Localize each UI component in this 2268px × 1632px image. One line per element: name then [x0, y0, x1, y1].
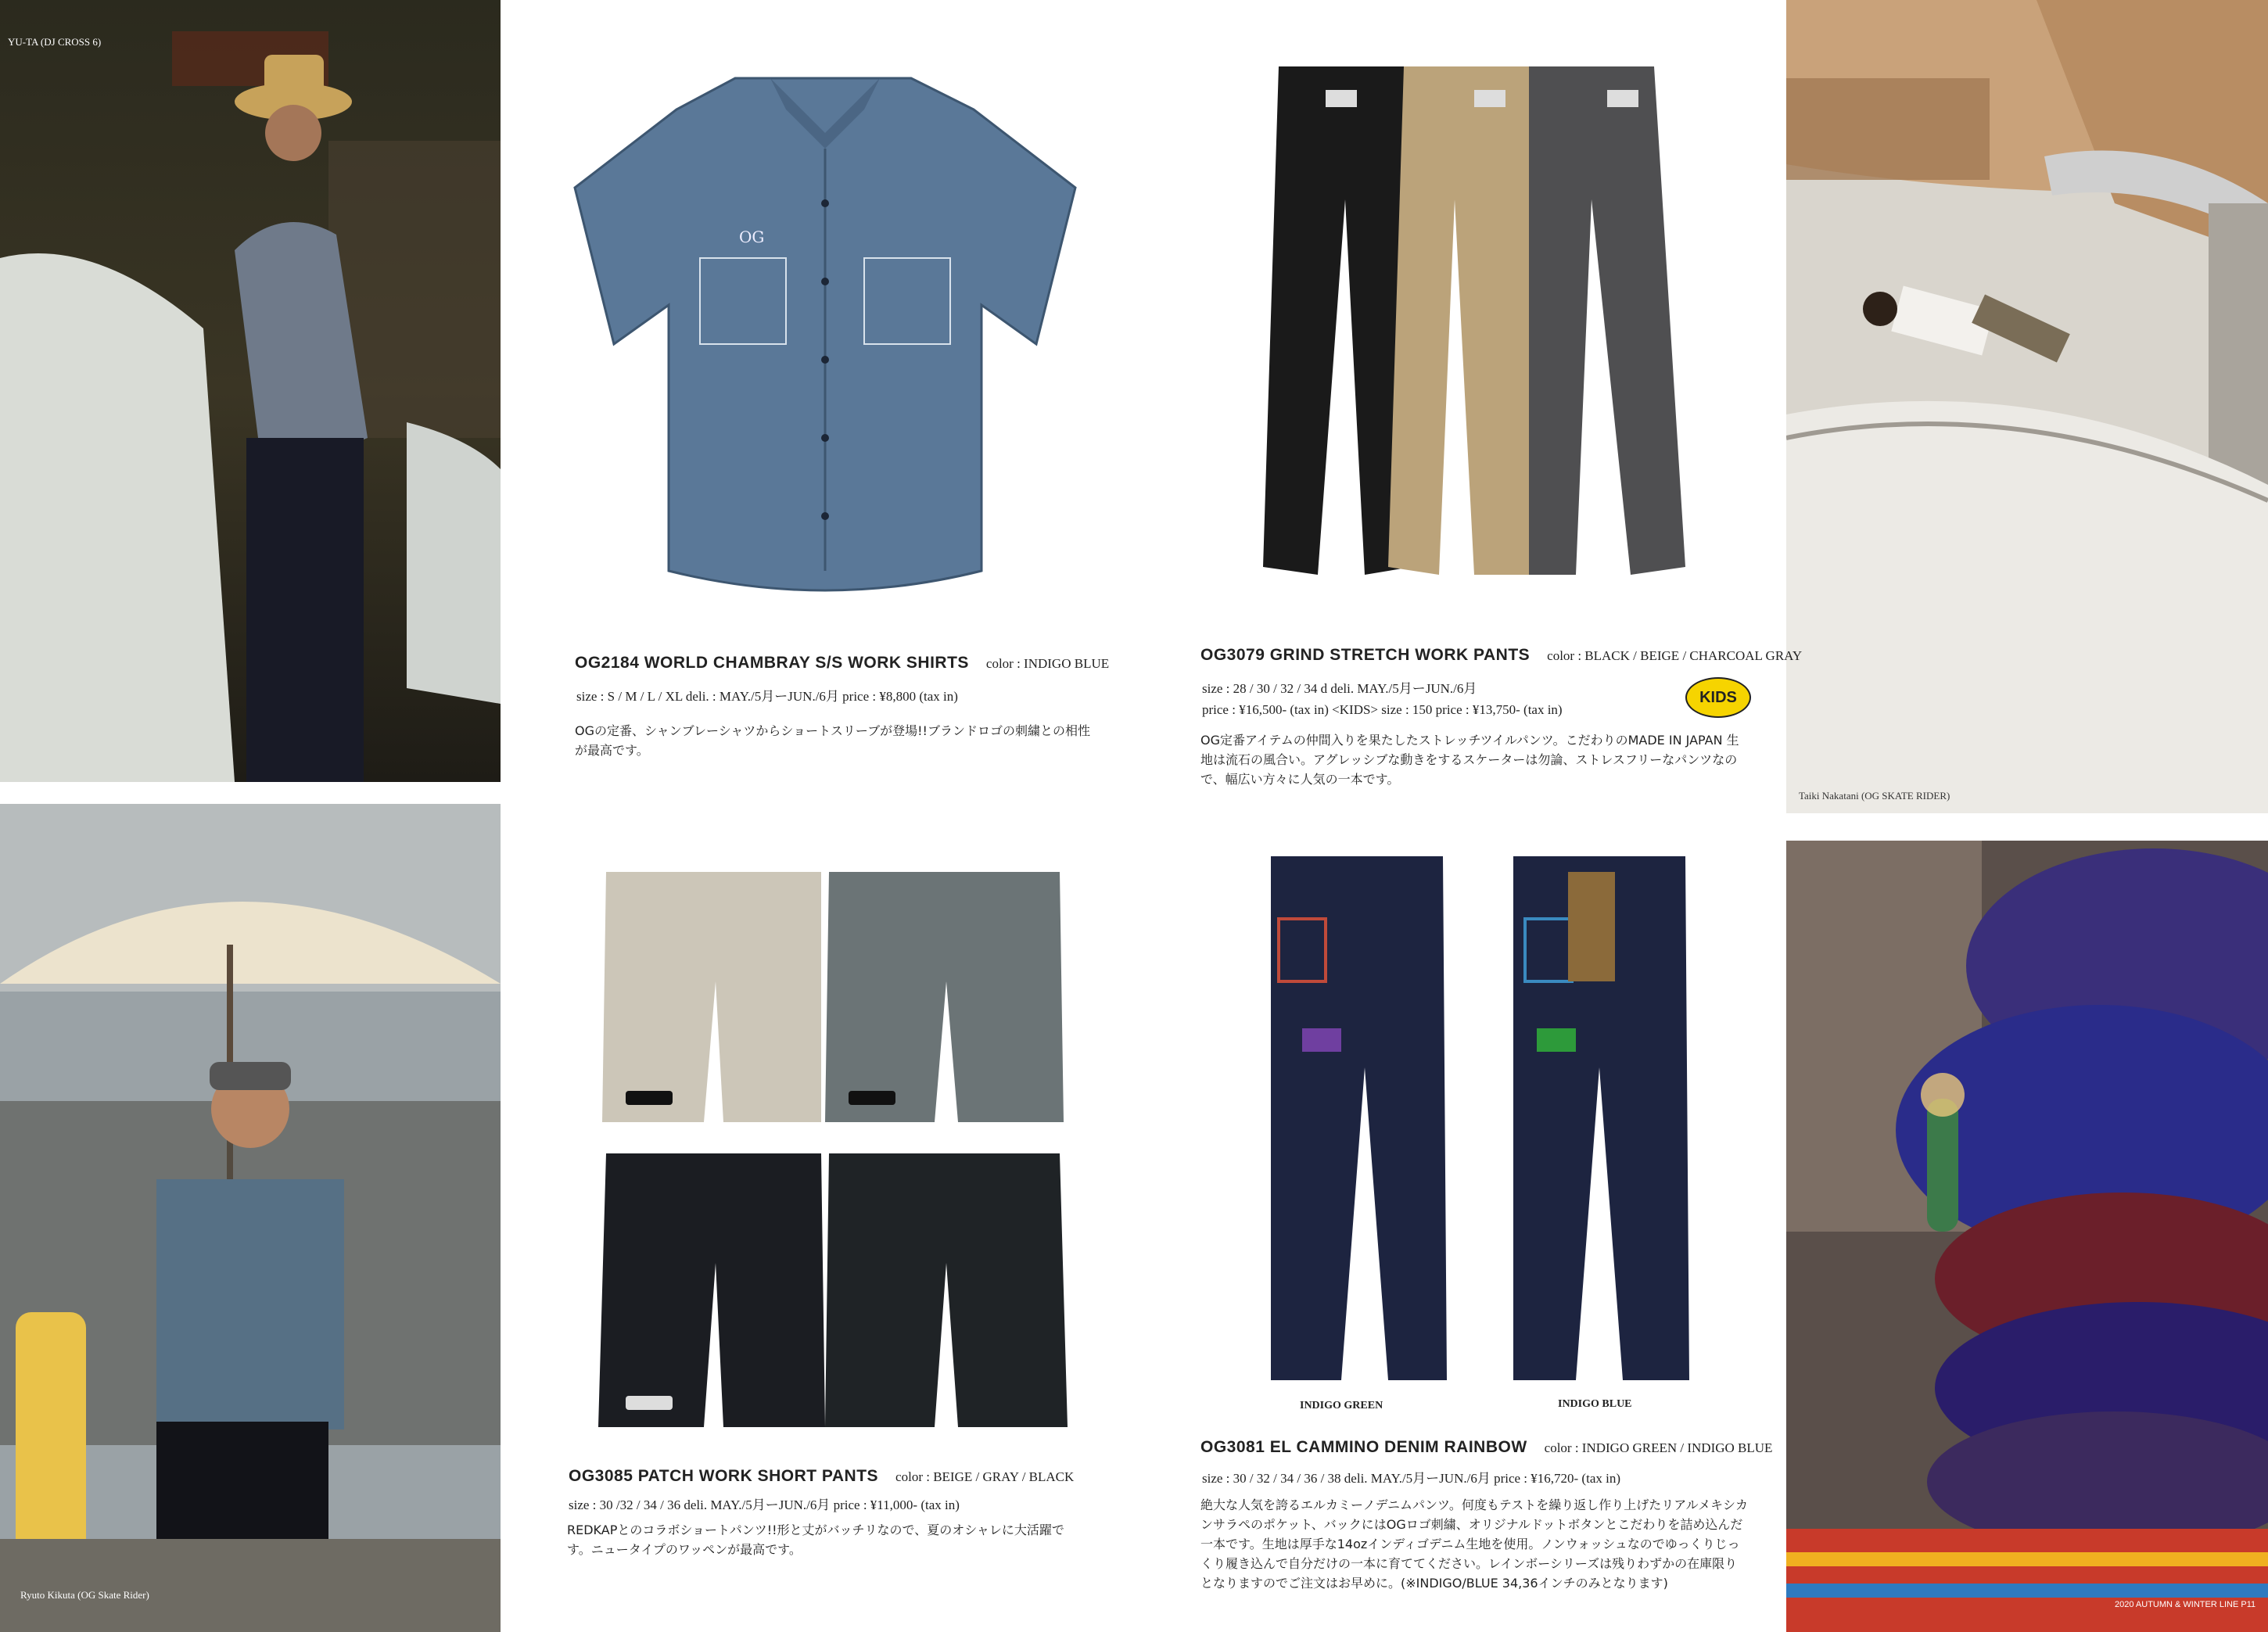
product-color: color : INDIGO BLUE — [985, 656, 1110, 671]
variant-label-indigo-blue: INDIGO BLUE — [1558, 1398, 1632, 1410]
product-desc-og2184: OGの定番、シャンブレーシャツからショートスリーブが登場!!ブランドロゴの刺繍との相性が最高です。 — [575, 723, 1090, 758]
product-image-patch-shorts — [590, 864, 1075, 1435]
product-code-name: OG3079 GRIND STRETCH WORK PANTS — [1200, 646, 1531, 664]
product-image-denim-rainbow — [1255, 841, 1701, 1388]
product-desc-og3085: REDKAPとのコラボショートパンツ!!形と丈がバッチリなので、夏のオシャレに大活躍です。ニュータイプのワッペンが最高です。 — [567, 1523, 1064, 1557]
svg-text:OG: OG — [739, 228, 765, 246]
product-title-og3081 — [1200, 1438, 1772, 1457]
photo-caption-top-right: Taiki Nakatani (OG SKATE RIDER) — [1799, 790, 1950, 802]
product-code-name: OG3081 EL CAMMINO DENIM RAINBOW — [1200, 1438, 1527, 1456]
product-spec-og3079-line2: price : ¥16,500- (tax in) <KIDS> size : 150 price : ¥13,750- (tax in) — [1202, 702, 1563, 717]
product-desc-og3081: 絶大な人気を誇るエルカミーノデニムパンツ。何度もテストを繰り返し作り上げたリアルメキシカンサラペのポケット、バックにはOGロゴ刺繍、オリジナルドットボタンとこだわりを詰め込んだ一本です。生地は厚手な14ozインディゴデニム生地を使用。ノンウォッシュなのでゆっくりじっくり履き込んで自分だけの一本に育ててください。レインボーシリーズは残りわずかの在庫限りとなりますのでご注文はお早めに。(※INDIGO/BLUE 34,36インチのみとなります) — [1200, 1497, 1749, 1591]
product-color: color : BLACK / BEIGE / CHARCOAL GRAY — [1547, 648, 1803, 663]
product-spec-og2184: size : S / M / L / XL deli. : MAY./5月ーJUN./6月 price : ¥8,800 (tax in) — [576, 689, 958, 704]
product-desc-og3079: OG定番アイテムの仲間入りを果たしたストレッチツイルパンツ。こだわりのMADE IN JAPAN 生地は流石の風合い。アグレッシブな動きをするスケーターは勿論、ストレスフリーなパンツなので、幅広い方々に人気の一本です。 — [1200, 733, 1739, 787]
photo-caption-top-left: YU-TA (DJ CROSS 6) — [8, 36, 102, 48]
product-color: color : INDIGO GREEN / INDIGO BLUE — [1544, 1440, 1773, 1455]
product-image-grind-pants — [1216, 59, 1701, 590]
product-code-name: OG2184 WORLD CHAMBRAY S/S WORK SHIRTS — [575, 654, 969, 672]
product-title-og2184 — [575, 654, 1109, 673]
product-color: color : BEIGE / GRAY / BLACK — [895, 1469, 1075, 1484]
product-spec-og3079-line1: size : 28 / 30 / 32 / 34 d deli. MAY./5月ーJUN./6月 — [1202, 681, 1477, 696]
product-spec-og3081: size : 30 / 32 / 34 / 36 / 38 deli. MAY./5月ーJUN./6月 price : ¥16,720- (tax in) — [1202, 1471, 1620, 1486]
kids-badge: KIDS — [1685, 677, 1751, 718]
photo-caption-bottom-left: Ryuto Kikuta (OG Skate Rider) — [20, 1589, 149, 1601]
product-code-name: OG3085 PATCH WORK SHORT PANTS — [569, 1467, 879, 1485]
product-image-chambray-shirt — [567, 63, 1083, 602]
variant-label-indigo-green: INDIGO GREEN — [1300, 1400, 1383, 1411]
product-title-og3079 — [1200, 646, 1802, 665]
photo-skater-umbrella — [0, 804, 501, 1632]
page-folio: 2020 AUTUMN & WINTER LINE P11 — [2115, 1600, 2256, 1609]
product-spec-og3085: size : 30 /32 / 34 / 36 deli. MAY./5月ーJUN./6月 price : ¥11,000- (tax in) — [569, 1497, 960, 1512]
photo-dj-lowrider — [0, 0, 501, 782]
photo-skate-bowl — [1786, 0, 2268, 813]
product-title-og3085 — [569, 1467, 1074, 1486]
photo-sombreros — [1786, 841, 2268, 1632]
